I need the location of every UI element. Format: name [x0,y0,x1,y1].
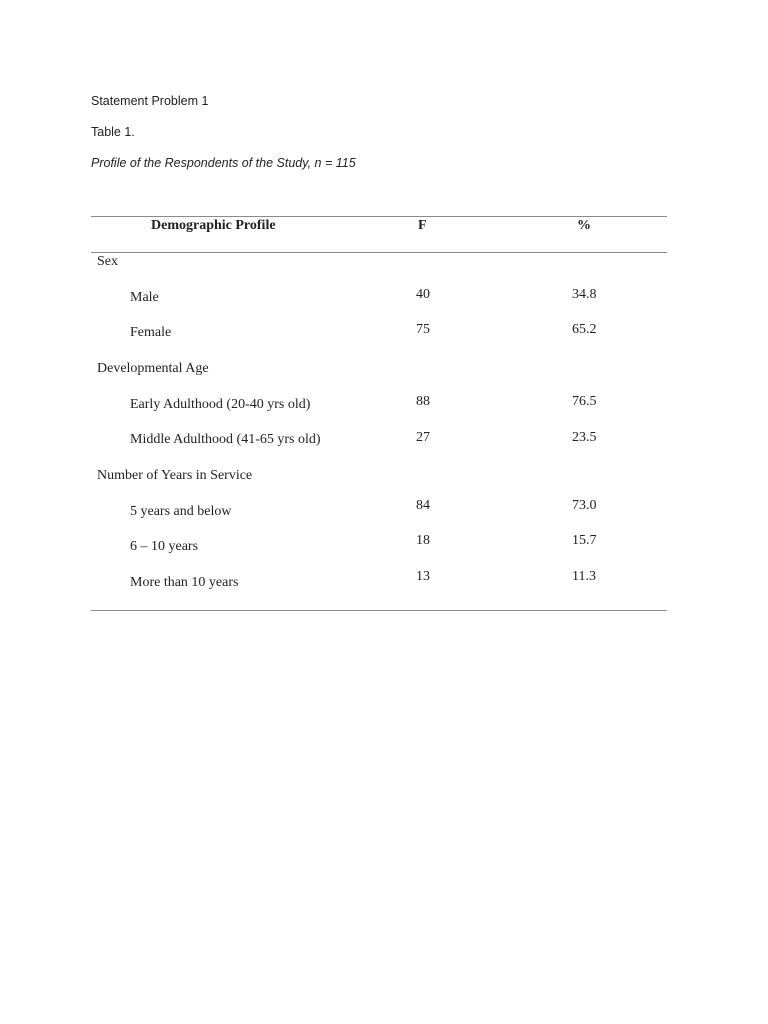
table-header-rule [91,252,667,253]
table-bottom-rule [91,610,667,611]
row-percent: 23.5 [572,430,597,445]
row-percent: 73.0 [572,498,597,513]
row-frequency: 84 [416,498,430,513]
row-percent: 65.2 [572,322,597,337]
group-label-developmental-age: Developmental Age [97,361,209,376]
document-heading: Statement Problem 1 [91,94,209,108]
row-frequency: 18 [416,533,430,548]
header-demographic-profile: Demographic Profile [151,218,276,233]
row-label: More than 10 years [130,575,239,590]
row-percent: 76.5 [572,394,597,409]
row-label: Female [130,325,172,340]
row-label: Male [130,290,159,305]
header-percent: % [577,218,591,233]
row-label: 6 – 10 years [130,539,199,554]
row-frequency: 13 [416,569,430,584]
row-percent: 11.3 [572,569,596,584]
row-percent: 34.8 [572,287,597,302]
row-percent: 15.7 [572,533,597,548]
row-frequency: 88 [416,394,430,409]
table-top-rule [91,216,667,217]
row-frequency: 27 [416,430,430,445]
row-label: Early Adulthood (20-40 yrs old) [130,397,311,412]
row-label: 5 years and below [130,504,232,519]
table-caption: Profile of the Respondents of the Study, n = 115 [91,156,356,170]
group-label-sex: Sex [97,254,118,269]
row-frequency: 40 [416,287,430,302]
group-label-years-in-service: Number of Years in Service [97,468,253,483]
header-frequency: F [418,218,427,233]
row-label: Middle Adulthood (41-65 yrs old) [130,432,321,447]
table-label: Table 1. [91,125,135,139]
row-frequency: 75 [416,322,430,337]
